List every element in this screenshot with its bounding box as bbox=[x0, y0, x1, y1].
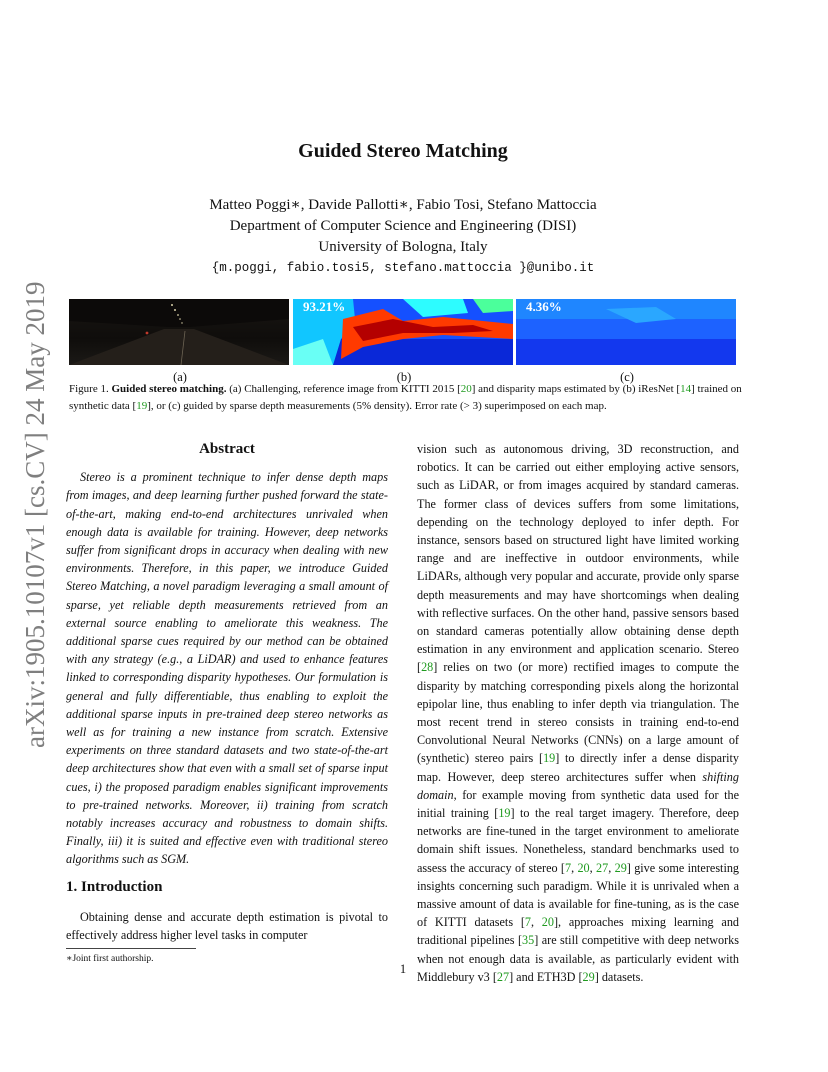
citation-link[interactable]: 20 bbox=[577, 860, 590, 875]
body-text: , bbox=[571, 860, 578, 875]
body-text: ] and ETH3D [ bbox=[509, 969, 583, 984]
left-column bbox=[66, 440, 388, 869]
page-number: 1 bbox=[399, 962, 407, 976]
author-email: {m.poggi, fabio.tosi5, stefano.mattoccia }@unibo.it bbox=[211, 261, 595, 275]
right-column bbox=[417, 440, 739, 986]
caption-text: (a) Challenging, reference image from KITTI 2015 [ bbox=[226, 383, 461, 395]
citation-link[interactable]: 29 bbox=[614, 860, 627, 875]
figure-1 bbox=[69, 299, 736, 365]
caption-title: Guided stereo matching. bbox=[111, 383, 227, 395]
author-department: Department of Computer Science and Engineering (DISI) bbox=[229, 218, 577, 234]
emphasis-text: shifting domain bbox=[417, 769, 739, 802]
body-text: ] give some interesting insights concerning such paradigm. While it is unrivaled when a massive amount of data is available for fine-tuning, as is the case of KITTI datasets [ bbox=[417, 860, 740, 930]
body-text: ] to directly infer a dense disparity map. However, deep stereo architectures suffer when bbox=[417, 751, 740, 784]
body-text: vision such as autonomous driving, 3D reconstruction, and robotics. It can be carried out either employing active sensors, such as LiDAR, or from images acquired by standard cameras. The former class of devices suffers from some limitations, depending on the technology deployed to infer depth. For instance, sensors based on structured light have limited working range and are ineffective in outdoor environments, while LiDARs, although very popular and accurate, provide only sparse depth measurements and may have shortcomings when dealing with reflective surfaces. On the other hand, passive sensors based on standard cameras potentially allow obtaining dense depth estimation in any environment and application scenario. Stereo [ bbox=[417, 442, 739, 675]
citation-link[interactable]: 7 bbox=[564, 860, 572, 875]
author-block bbox=[0, 195, 806, 279]
abstract-heading: Abstract bbox=[199, 441, 255, 457]
citation-link[interactable]: 29 bbox=[582, 969, 595, 984]
introduction-heading: 1. Introduction bbox=[66, 879, 163, 895]
body-text: ], approaches mixing learning and traditional pipelines [ bbox=[417, 915, 740, 948]
citation-link[interactable]: 7 bbox=[524, 915, 531, 930]
citation-link[interactable]: 28 bbox=[421, 660, 434, 675]
panel-b-error-rate: 93.21% bbox=[303, 299, 346, 314]
body-text: , bbox=[530, 915, 542, 930]
arxiv-id-text: arXiv:1905.10107v1 [cs.CV] 24 May 2019 bbox=[20, 281, 50, 748]
body-text: , bbox=[608, 860, 615, 875]
body-text: ] datasets. bbox=[594, 969, 644, 984]
citation-link[interactable]: 19 bbox=[543, 751, 556, 766]
citation-link[interactable]: 27 bbox=[596, 860, 609, 875]
figure-label-a: (a) bbox=[173, 370, 187, 384]
arxiv-stamp bbox=[14, 270, 54, 750]
author-university: University of Bologna, Italy bbox=[318, 239, 488, 255]
disparity-map-guided bbox=[516, 299, 736, 365]
body-text: ] relies on two (or more) rectified images to compute the disparity by matching corresponding pixels along the horizontal epipolar line, thus enabling to infer depth via triangulation. The most recent trend in stereo consists in training end-to-end Convolutional Neural Networks (CNNs) on a large amount of (synthetic) stereo pairs [ bbox=[417, 660, 739, 766]
author-names: Matteo Poggi∗, Davide Pallotti∗, Fabio Tosi, Stefano Mattoccia bbox=[209, 197, 597, 213]
paper-title: Guided Stereo Matching bbox=[298, 140, 508, 162]
caption-text: ], or (c) guided by sparse depth measurements (5% density). Error rate (> 3) superimposed on each map. bbox=[147, 399, 607, 412]
citation-link[interactable]: 19 bbox=[498, 806, 511, 821]
introduction-continued bbox=[417, 440, 739, 986]
citation-link[interactable]: 35 bbox=[522, 933, 535, 948]
citation-link[interactable]: 14 bbox=[680, 383, 692, 395]
footnote-divider bbox=[66, 948, 196, 949]
body-text: , for example moving from synthetic data used for the initial training [ bbox=[417, 787, 739, 821]
body-text: ] to the real target imagery. Therefore, deep networks are fine-tuned in the target environment to ameliorate domain shift issues. Nonetheless, standard benchmarks used to assess the accuracy of stereo [ bbox=[417, 806, 739, 875]
kitti-reference-image bbox=[69, 299, 289, 365]
abstract-body: Stereo is a prominent technique to infer dense depth maps from images, and deep learning further pushed forward the state-of-the-art, making end-to-end architectures unrivaled when enough data is available for training. However, deep networks suffer from significant drops in accuracy when dealing with new environments. Therefore, in this paper, we introduce Guided Stereo Matching, a novel paradigm leveraging a small amount of sparse, yet reliable depth measurements retrieved from an external source enabling to ameliorate this weakness. The additional sparse cues required by our method can be obtained with any strategy (e.g., a LiDAR) and used to enhance features linked to corresponding disparity hypotheses. Our formulation is general and fully differentiable, thus enabling to exploit the additional sparse inputs in pre-trained deep stereo networks as well as for training a new instance from scratch. Extensive experiments on three standard datasets and two state-of-the-art deep architectures show that even with a small set of sparse input cues, i) the proposed paradigm enables significant improvements to pre-trained networks. Moreover, ii) training from scratch notably increases accuracy and robustness to domain shifts. Finally, iii) it is suited and effective even with traditional stereo algorithms such as SGM. bbox=[66, 470, 388, 867]
body-text: , bbox=[589, 860, 597, 875]
figure-label-c: (c) bbox=[620, 370, 634, 384]
caption-text: ] trained on synthetic data [ bbox=[69, 383, 742, 412]
introduction-body: Obtaining dense and accurate depth estimation is pivotal to effectively address higher level tasks in computer bbox=[66, 910, 388, 943]
figure-caption bbox=[69, 381, 745, 414]
body-text: ] are still competitive with deep networks when not enough data is available, as particularly evident with Middlebury v3 [ bbox=[417, 933, 739, 984]
panel-c-error-rate: 4.36% bbox=[526, 299, 562, 314]
figure-label-b: (b) bbox=[396, 370, 412, 384]
disparity-map-iresnet bbox=[293, 299, 513, 365]
citation-link[interactable]: 20 bbox=[460, 383, 472, 395]
citation-link[interactable]: 19 bbox=[136, 399, 148, 412]
footnote: ∗Joint first authorship. bbox=[66, 954, 154, 964]
citation-link[interactable]: 27 bbox=[496, 969, 510, 984]
caption-label: Figure 1. bbox=[69, 383, 109, 395]
caption-text: ] and disparity maps estimated by (b) iResNet [ bbox=[471, 383, 681, 395]
citation-link[interactable]: 20 bbox=[541, 915, 554, 930]
